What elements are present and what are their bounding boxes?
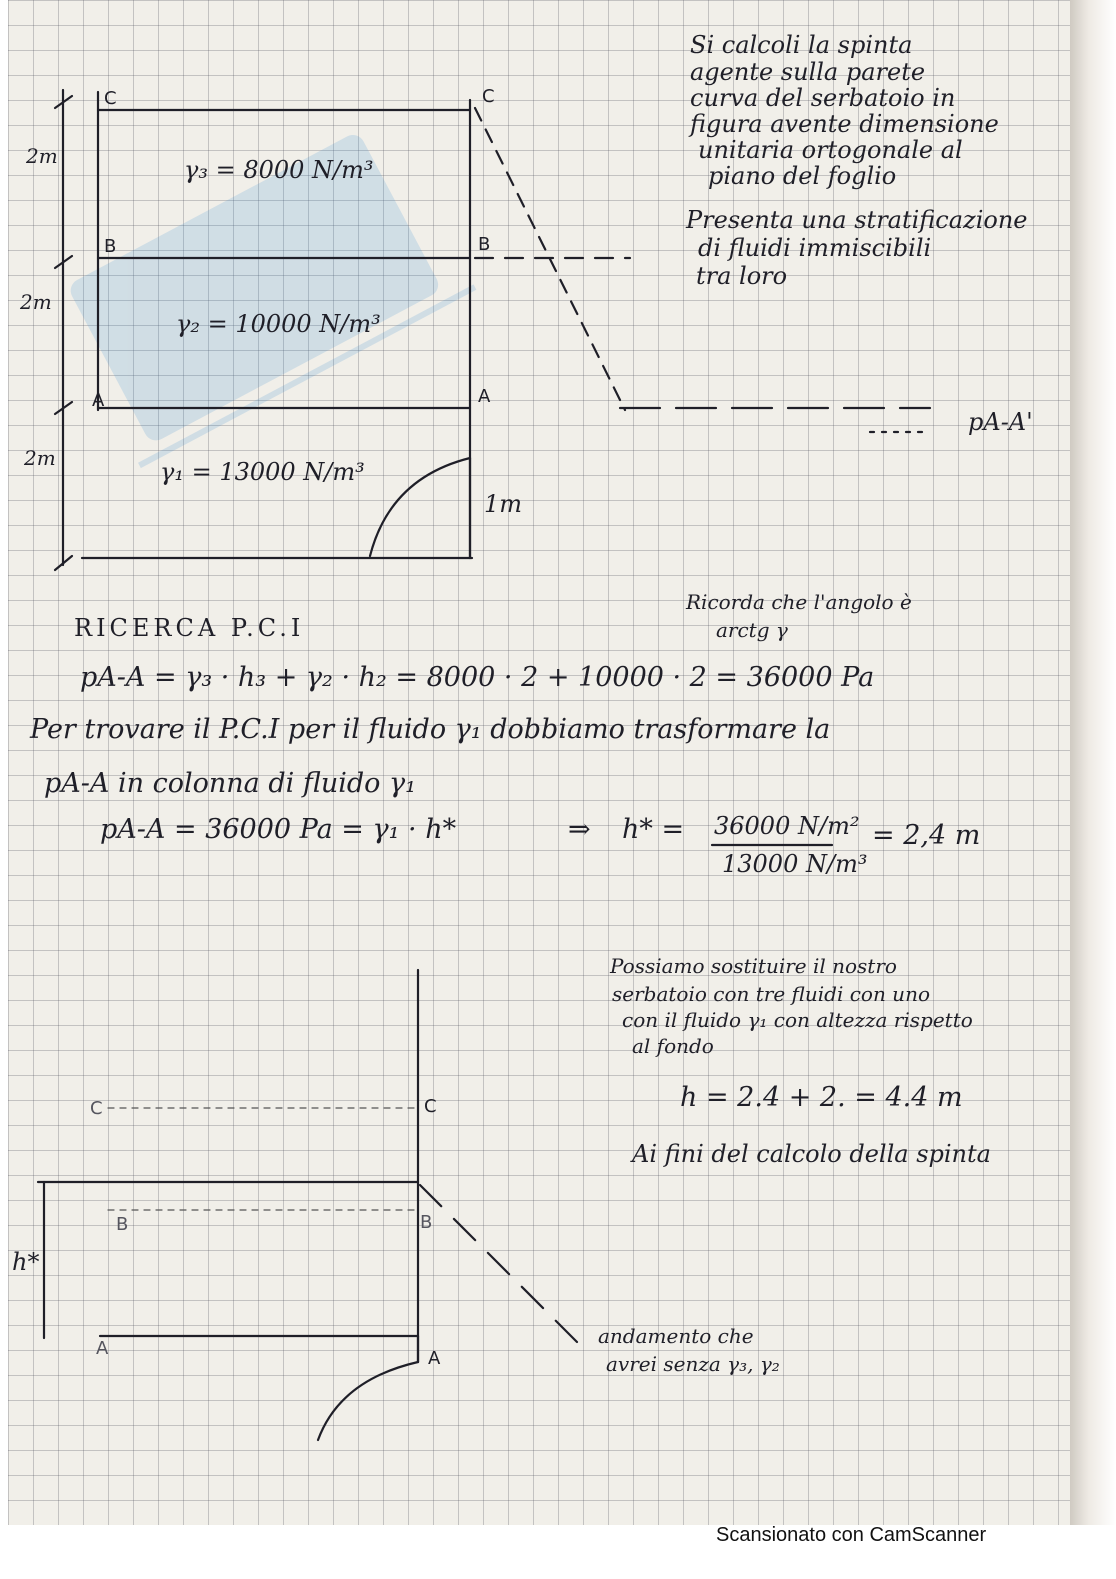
purpose-text: Ai fini del calcolo della spinta (632, 1140, 991, 1168)
fig1-label-b-left: B (104, 236, 117, 257)
fig1-label-c-right: C (482, 86, 495, 107)
substitution-line-3: con il fluido γ₁ con altezza rispetto (622, 1008, 973, 1032)
fig1-dim-arc: 1m (484, 490, 523, 518)
note-line-2: di fluidi immiscibili (698, 234, 932, 262)
fig1-pressure-label: pA-A' (968, 408, 1033, 436)
fig1-gamma3: γ₃ = 8000 N/m³ (184, 156, 374, 184)
scanner-footer: Scansionato con CamScanner (716, 1524, 987, 1546)
fig1-gamma1: γ₁ = 13000 N/m³ (160, 458, 365, 486)
fig1-dim-bottom: 2m (24, 446, 56, 470)
fig2-label-b-right: B (420, 1212, 433, 1233)
equation-2-denominator: 13000 N/m³ (722, 850, 868, 878)
fig1-curved-wall (370, 458, 470, 556)
fig1-label-a-right: A (478, 386, 491, 407)
h-equation: h = 2.4 + 2. = 4.4 m (680, 1082, 963, 1113)
note-line-1: Presenta una stratificazione (686, 206, 1028, 234)
fig2-label-b-left: B (116, 1214, 129, 1235)
problem-line-6: piano del foglio (708, 162, 897, 190)
substitution-line-1: Possiamo sostituire il nostro (610, 954, 897, 978)
fig2-pressure-line (420, 1185, 580, 1345)
equation-2-result: = 2,4 m (872, 820, 981, 851)
fig2-label-a-right: A (428, 1348, 441, 1369)
equation-2-arrow: ⇒ (568, 814, 591, 845)
angle-note-line-2: arctg γ (716, 618, 788, 642)
fig2-label-c-right: C (424, 1096, 437, 1117)
note-line-3: tra loro (696, 262, 788, 290)
fig2-label-a-left: A (96, 1338, 109, 1359)
trend-note-line-2: avrei senza γ₃, γ₂ (606, 1352, 780, 1376)
fig1-label-b-right: B (478, 234, 491, 255)
section-title: RICERCA P.C.I (74, 614, 305, 642)
angle-note-line-1: Ricorda che l'angolo è (686, 590, 912, 614)
equation-1: pA-A = γ₃ · h₃ + γ₂ · h₂ = 8000 · 2 + 10000 · 2 = 36000 Pa (80, 662, 875, 693)
fig1-label-a-left: A (92, 390, 105, 411)
equation-2-numerator: 36000 N/m² (714, 812, 860, 840)
fig2-curved-wall (318, 1362, 418, 1440)
substitution-line-4: al fondo (632, 1034, 714, 1058)
problem-line-1: Si calcoli la spinta (690, 31, 913, 59)
fig2-h-star: h* (12, 1248, 40, 1276)
text-line-1: Per trovare il P.C.I per il fluido γ₁ dobbiamo trasformare la (30, 714, 831, 745)
fig1-dim-middle: 2m (20, 290, 52, 314)
fig1-label-c-left: C (104, 88, 117, 109)
text-line-2: pA-A in colonna di fluido γ₁ (44, 768, 416, 799)
trend-note-line-1: andamento che (598, 1324, 754, 1348)
equation-2-h: h* = (622, 814, 685, 845)
fig1-gamma2: γ₂ = 10000 N/m³ (176, 310, 381, 338)
substitution-line-2: serbatoio con tre fluidi con uno (612, 982, 930, 1006)
fig1-dim-top: 2m (26, 144, 58, 168)
fig2-label-c-left: C (90, 1098, 103, 1119)
problem-line-4: figura avente dimensione (690, 110, 999, 138)
equation-2-left: pA-A = 36000 Pa = γ₁ · h* (100, 814, 457, 845)
problem-line-3: curva del serbatoio in (690, 84, 956, 112)
problem-line-2: agente sulla parete (690, 58, 926, 86)
problem-line-5: unitaria ortogonale al (698, 136, 963, 164)
